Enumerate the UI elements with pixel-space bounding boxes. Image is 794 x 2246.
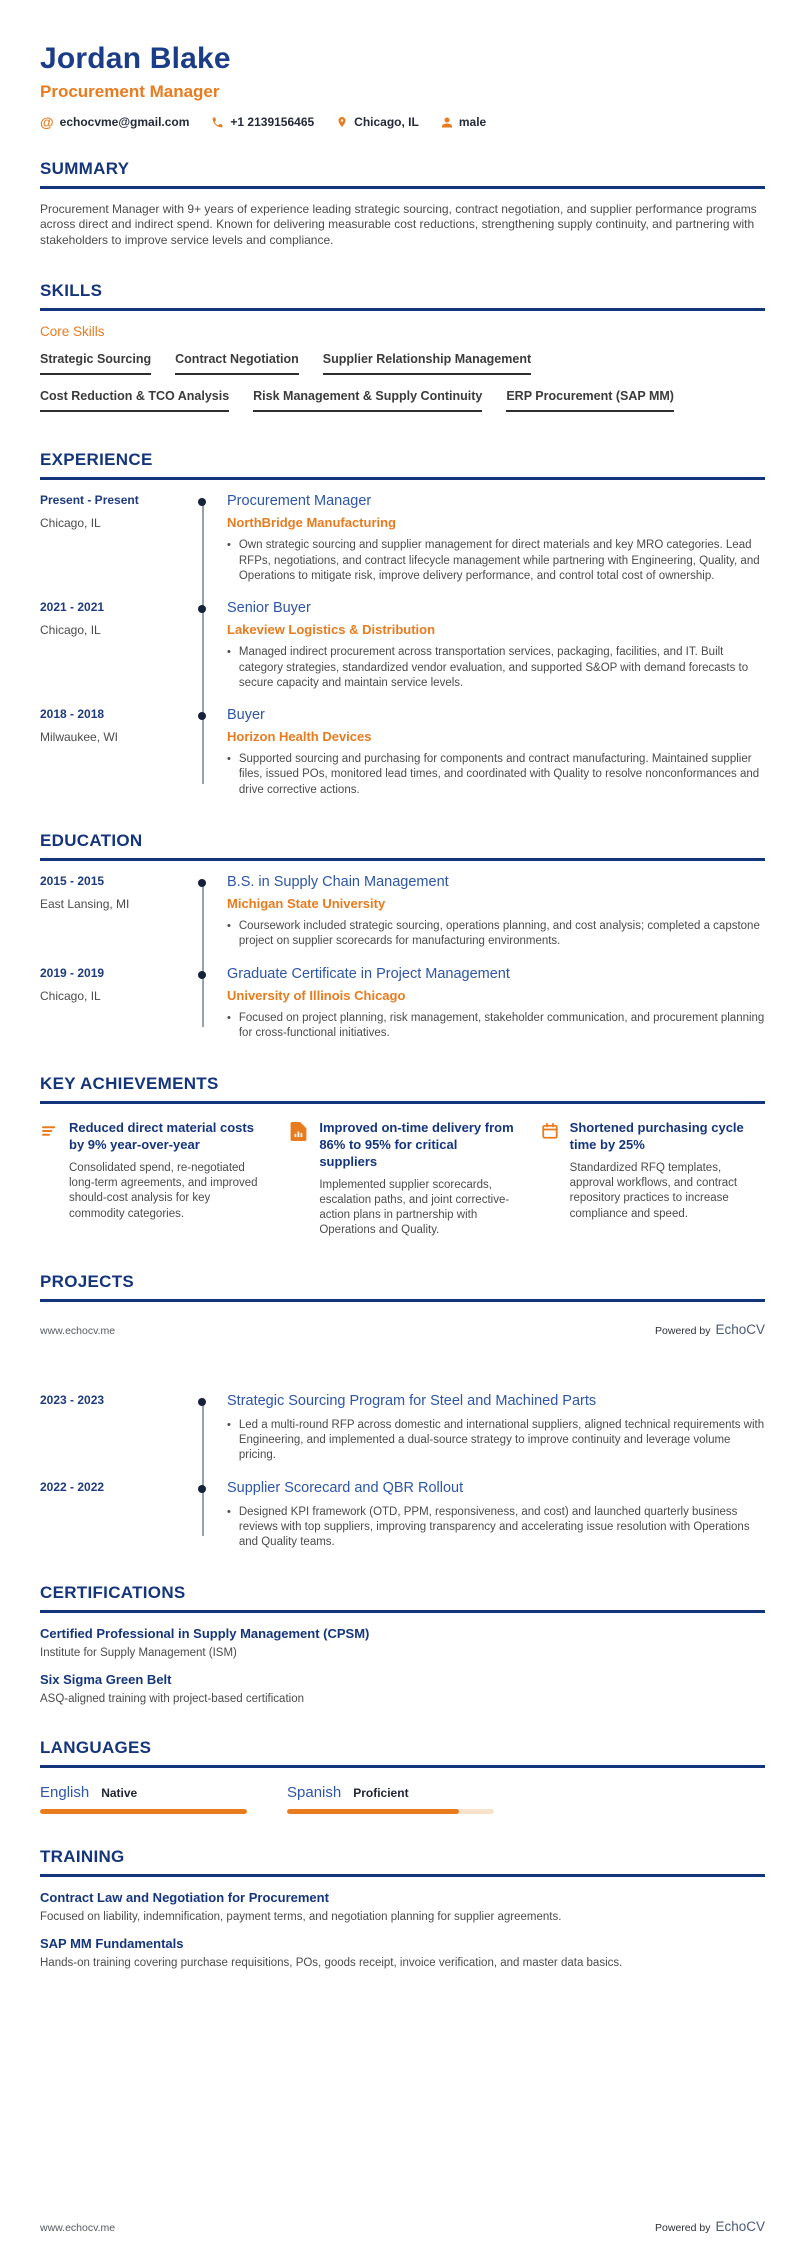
section-divider xyxy=(40,186,765,189)
bullet-dot: • xyxy=(227,920,231,933)
experience-entry xyxy=(40,493,765,584)
projects-heading: PROJECTS xyxy=(40,1271,135,1291)
experience-entry xyxy=(40,707,765,798)
experience-title: Buyer xyxy=(227,706,265,723)
skill-chip: ERP Procurement (SAP MM) xyxy=(506,389,674,412)
language-proficiency-fill xyxy=(287,1809,459,1814)
education-location: Chicago, IL xyxy=(40,988,101,1003)
achievement-description: Standardized RFQ templates, approval workflows, and contract repository practices to increase compliance and speed. xyxy=(569,1162,738,1220)
certification-name: Certified Professional in Supply Management (CPSM) xyxy=(40,1626,370,1642)
contact-location xyxy=(336,115,419,129)
file-chart-icon xyxy=(290,1120,310,1238)
language-proficiency-bar xyxy=(287,1809,494,1814)
location-pin-icon xyxy=(336,115,348,129)
project-bullet xyxy=(227,1505,765,1551)
language-proficiency-fill xyxy=(40,1809,247,1814)
training-name: SAP MM Fundamentals xyxy=(40,1936,184,1952)
education-bullet xyxy=(227,919,765,949)
skills-heading: SKILLS xyxy=(40,281,103,301)
bullet-dot: • xyxy=(227,1505,231,1518)
education-bullet-text: Coursework included strategic sourcing, operations planning, and cost analysis; completed a capstone project on supplier scorecards for manufacturing environments. xyxy=(238,920,760,948)
skill-chip: Cost Reduction & TCO Analysis xyxy=(40,389,229,412)
timeline-dot xyxy=(198,879,206,887)
footer-brand-link[interactable]: EchoCV xyxy=(715,1321,765,1337)
bullet-dot: • xyxy=(227,1011,231,1024)
education-dates: 2015 - 2015 xyxy=(40,873,105,888)
bullet-dot: • xyxy=(227,539,231,552)
experience-title: Procurement Manager xyxy=(227,493,372,510)
languages-grid xyxy=(40,1784,765,1814)
experience-location: Milwaukee, WI xyxy=(40,729,119,744)
education-bullet xyxy=(227,1011,765,1041)
experience-bullet xyxy=(227,752,765,798)
section-skills xyxy=(40,281,765,426)
training-entry xyxy=(40,1936,765,1969)
project-title: Strategic Sourcing Program for Steel and Machined Parts xyxy=(227,1392,597,1409)
education-degree: Graduate Certificate in Project Management xyxy=(227,965,510,982)
certifications-heading: CERTIFICATIONS xyxy=(40,1583,186,1603)
contact-gender-text: male xyxy=(458,115,487,129)
experience-title: Senior Buyer xyxy=(227,599,311,616)
phone-icon xyxy=(211,116,224,129)
section-divider xyxy=(40,1101,765,1104)
section-key-achievements xyxy=(40,1074,765,1238)
language-name: Spanish xyxy=(287,1784,342,1802)
timeline-dot xyxy=(198,971,206,979)
education-degree: B.S. in Supply Chain Management xyxy=(227,873,449,890)
timeline-dot xyxy=(198,605,206,613)
certification-name: Six Sigma Green Belt xyxy=(40,1672,172,1688)
achievement-title: Reduced direct material costs by 9% year-over-year xyxy=(69,1120,254,1153)
education-dates: 2019 - 2019 xyxy=(40,965,105,980)
experience-bullet-text: Supported sourcing and purchasing for components and contract manufacturing. Maintained supplier files, issued POs, monitored lead times, and coordinated with Quality to resolve nonconformances and drive corrective actions. xyxy=(238,753,760,796)
summary-heading: SUMMARY xyxy=(40,159,130,178)
experience-company: Horizon Health Devices xyxy=(227,729,372,745)
project-entry xyxy=(40,1393,765,1464)
experience-dates: 2018 - 2018 xyxy=(40,706,105,721)
language-name: English xyxy=(40,1784,90,1802)
certification-org: Institute for Supply Management (ISM) xyxy=(40,1647,237,1660)
project-bullet-text: Led a multi-round RFP across domestic and international suppliers, aligned technical requirements with Engineering, and implemented a dual-source strategy to improve continuity and leverage volume pricing. xyxy=(238,1419,765,1462)
align-left-icon xyxy=(40,1120,60,1238)
certification-entry xyxy=(40,1672,765,1705)
languages-heading: LANGUAGES xyxy=(40,1738,152,1758)
footer-powered-by xyxy=(655,2219,765,2234)
training-name: Contract Law and Negotiation for Procurement xyxy=(40,1890,329,1906)
language-proficiency-bar xyxy=(40,1809,247,1814)
skill-chip: Supplier Relationship Management xyxy=(323,352,531,375)
experience-bullet xyxy=(227,538,765,584)
section-divider xyxy=(40,477,765,480)
person-name: Jordan Blake xyxy=(40,42,231,75)
certification-org: ASQ-aligned training with project-based certification xyxy=(40,1693,304,1706)
experience-heading: EXPERIENCE xyxy=(40,450,153,470)
footer-powered-prefix: Powered by xyxy=(655,1324,711,1337)
experience-bullet xyxy=(227,645,765,691)
achievements-grid xyxy=(40,1120,765,1238)
section-summary xyxy=(40,159,765,248)
contact-gender xyxy=(441,115,486,129)
skill-chip: Contract Negotiation xyxy=(175,352,299,375)
language-entry xyxy=(287,1784,534,1814)
experience-entry xyxy=(40,600,765,691)
section-divider xyxy=(40,1610,765,1613)
footer-site-link[interactable]: www.echocv.me xyxy=(40,1324,116,1337)
language-entry xyxy=(40,1784,287,1814)
achievement-card xyxy=(40,1120,264,1238)
bullet-dot: • xyxy=(227,1419,231,1432)
experience-company: NorthBridge Manufacturing xyxy=(227,515,396,531)
section-divider xyxy=(40,858,765,861)
person-job-title: Procurement Manager xyxy=(40,82,220,101)
experience-location: Chicago, IL xyxy=(40,516,101,531)
section-divider xyxy=(40,1765,765,1768)
language-level: Proficient xyxy=(353,1786,409,1801)
skill-chip: Strategic Sourcing xyxy=(40,352,151,375)
page2-footer xyxy=(40,2219,765,2234)
experience-dates: 2021 - 2021 xyxy=(40,599,105,614)
contact-phone-text: +1 2139156465 xyxy=(230,115,315,129)
section-training xyxy=(40,1847,765,1969)
experience-location: Chicago, IL xyxy=(40,622,101,637)
training-entry xyxy=(40,1890,765,1923)
section-divider xyxy=(40,308,765,311)
education-bullet-text: Focused on project planning, risk management, stakeholder communication, and procurement planning for cross-functional initiatives. xyxy=(238,1011,765,1040)
section-experience xyxy=(40,450,765,798)
achievements-heading: KEY ACHIEVEMENTS xyxy=(40,1074,219,1094)
footer-site-link[interactable]: www.echocv.me xyxy=(40,2222,116,2234)
timeline-dot xyxy=(198,712,206,720)
bullet-dot: • xyxy=(227,646,231,659)
achievement-card xyxy=(541,1120,765,1238)
education-school: University of Illinois Chicago xyxy=(227,987,406,1003)
timeline-dot xyxy=(198,1398,206,1406)
projects-timeline xyxy=(40,1393,765,1551)
experience-dates: Present - Present xyxy=(40,493,139,508)
education-entry xyxy=(40,874,765,950)
contact-location-text: Chicago, IL xyxy=(354,115,419,129)
project-title: Supplier Scorecard and QBR Rollout xyxy=(227,1479,464,1496)
project-entry xyxy=(40,1480,765,1551)
contact-email xyxy=(40,115,189,129)
section-education xyxy=(40,831,765,1041)
achievement-card xyxy=(290,1120,514,1238)
email-at-icon: @ xyxy=(40,114,54,130)
project-dates: 2023 - 2023 xyxy=(40,1392,105,1407)
education-timeline xyxy=(40,874,765,1041)
section-projects xyxy=(40,1272,765,1551)
education-heading: EDUCATION xyxy=(40,830,143,850)
section-certifications xyxy=(40,1583,765,1705)
footer-powered-prefix: Powered by xyxy=(655,2222,711,2234)
person-icon xyxy=(441,116,453,129)
skill-chip: Risk Management & Supply Continuity xyxy=(253,389,482,412)
achievement-title: Improved on-time delivery from 86% to 95% for critical suppliers xyxy=(319,1120,514,1170)
skills-group-label: Core Skills xyxy=(40,324,105,340)
achievement-description: Consolidated spend, re-negotiated long-term agreements, and improved should-cost analysis for key commodity categories. xyxy=(69,1162,258,1220)
certification-entry xyxy=(40,1626,765,1659)
footer-powered-by xyxy=(655,1322,765,1337)
section-divider xyxy=(40,1299,765,1302)
experience-bullet-text: Own strategic sourcing and supplier management for direct materials and key MRO categories. Lead RFPs, negotiations, and contract lifecycle management while partnering with Engineering, Quality, and Operations to mitigate risk, improve delivery performance, and control total cost of ownership. xyxy=(238,539,760,582)
resume-header xyxy=(40,42,765,129)
footer-brand-link[interactable]: EchoCV xyxy=(715,2219,765,2234)
skills-chip-list xyxy=(40,352,765,426)
calendar-icon xyxy=(541,1120,561,1238)
training-heading: TRAINING xyxy=(40,1847,125,1867)
summary-text: Procurement Manager with 9+ years of experience leading strategic sourcing, contract negotiation, and supplier performance programs across direct and indirect spend. Known for delivering measurable cost reductions, strengthening supply continuity, and partnering with stakeholders to improve service levels and compliance. xyxy=(40,202,757,247)
project-bullet-text: Designed KPI framework (OTD, PPM, responsiveness, and cost) and launched quarterly business reviews with top suppliers, improving transparency and accelerating issue resolution with Operations and Quality teams. xyxy=(238,1505,750,1549)
experience-timeline xyxy=(40,493,765,798)
section-divider xyxy=(40,1874,765,1877)
contact-phone xyxy=(211,115,314,129)
training-description: Hands-on training covering purchase requisitions, POs, goods receipt, invoice verification, and master data basics. xyxy=(40,1957,623,1970)
achievement-description: Implemented supplier scorecards, escalation paths, and joint corrective-action plans in partnership with Operations and Quality. xyxy=(319,1178,510,1237)
education-location: East Lansing, MI xyxy=(40,896,130,911)
experience-company: Lakeview Logistics & Distribution xyxy=(227,622,436,638)
language-level: Native xyxy=(101,1786,138,1801)
contact-email-text: echocvme@gmail.com xyxy=(59,115,190,129)
experience-bullet-text: Managed indirect procurement across transportation services, packaging, facilities, and IT. Built category strategies, standardized vendor evaluation, and supported S&OP with demand forecasts to secure capacity and maintain service levels. xyxy=(238,646,749,689)
page1-footer xyxy=(40,1322,765,1337)
contact-row xyxy=(40,115,765,129)
project-dates: 2022 - 2022 xyxy=(40,1479,105,1494)
education-school: Michigan State University xyxy=(227,896,386,912)
section-languages xyxy=(40,1738,765,1814)
education-entry xyxy=(40,966,765,1042)
timeline-dot xyxy=(198,1485,206,1493)
achievement-title: Shortened purchasing cycle time by 25% xyxy=(569,1120,744,1153)
training-description: Focused on liability, indemnification, payment terms, and negotiation planning for supplier agreements. xyxy=(40,1911,562,1924)
project-bullet xyxy=(227,1418,765,1464)
bullet-dot: • xyxy=(227,753,231,766)
